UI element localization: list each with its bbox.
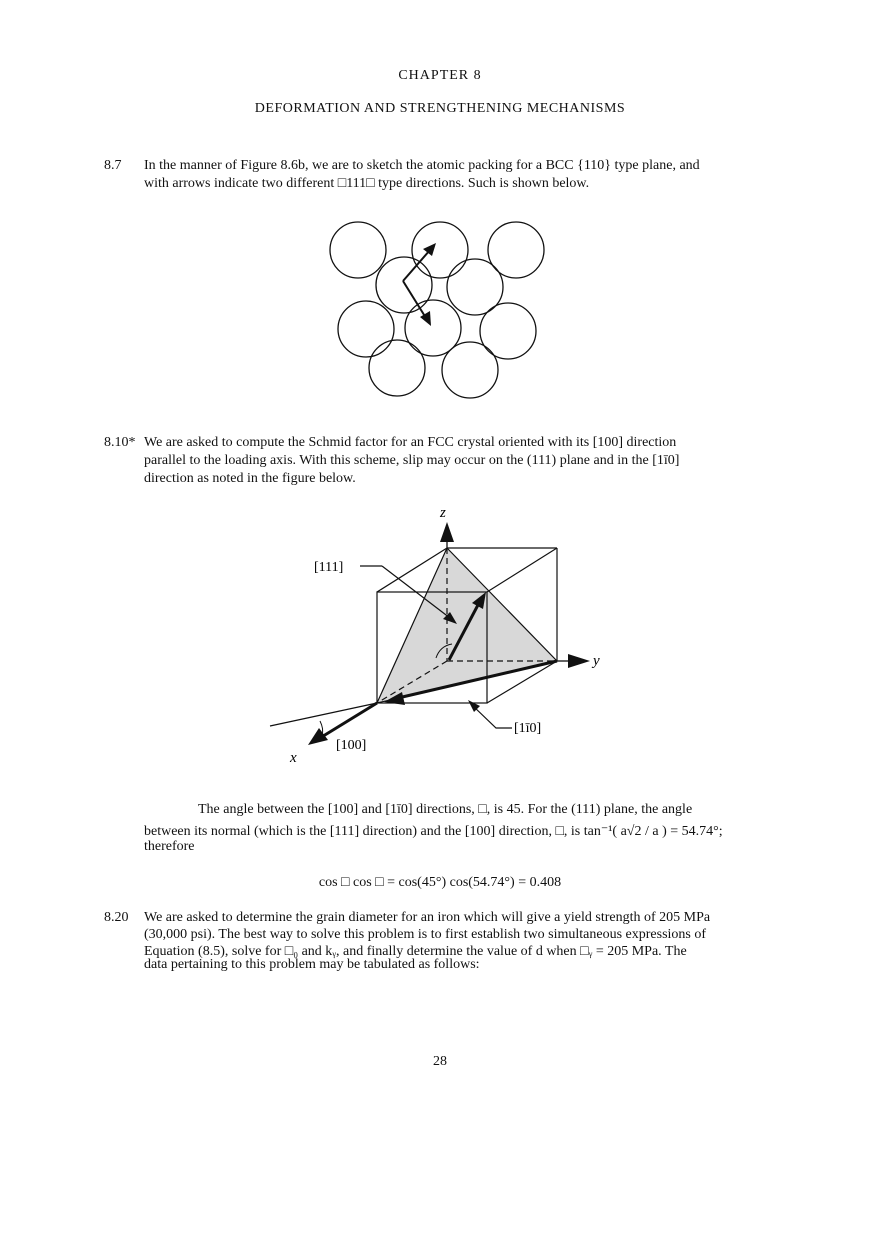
z-axis-arrowhead	[440, 522, 454, 542]
x-axis	[320, 703, 377, 738]
atom	[338, 301, 394, 357]
z-axis-label: z	[440, 505, 446, 521]
atom	[376, 257, 432, 313]
discussion-line: therefore	[144, 839, 195, 854]
atom	[369, 340, 425, 396]
discussion-line: The angle between the [100] and [1ī0] directions, □, is 45. For the (111) plane, the angle	[198, 802, 693, 817]
x-axis-label: x	[290, 750, 297, 766]
problem-text-line: Equation (8.5), solve for □₀ and kᵧ, and finally determine the value of d when □ᵧ = 205 MPa. The	[144, 944, 687, 959]
problem-text-line: In the manner of Figure 8.6b, we are to sketch the atomic packing for a BCC {110} type plane, and	[144, 158, 700, 173]
discussion-line: between its normal (which is the [111] direction) and the [100] direction, □, is tan⁻¹( a√2 / a ) = 54.74°;	[144, 824, 723, 839]
schmid-equation: cos □ cos □ = cos(45°) cos(54.74°) = 0.408	[318, 875, 562, 890]
problem-text-line: (30,000 psi). The best way to solve this problem is to first establish two simultaneous expressions of	[144, 927, 707, 942]
x-axis-arrowhead	[308, 728, 328, 745]
label-100: [100]	[336, 738, 367, 753]
problem-text-line: parallel to the loading axis. With this scheme, slip may occur on the (111) plane and in the [1ī0]	[144, 453, 680, 468]
fcc-schmid-figure	[250, 500, 620, 770]
page-number: 28	[433, 1054, 447, 1069]
problem-number: 8.10*	[104, 435, 136, 450]
problem-text-line: data pertaining to this problem may be tabulated as follows:	[144, 957, 480, 972]
atom	[330, 222, 386, 278]
label-1-10: [1ī0]	[514, 721, 542, 736]
problem-number: 8.7	[104, 158, 122, 173]
problem-text-line: We are asked to compute the Schmid factor for an FCC crystal oriented with its [100] direction	[144, 435, 677, 450]
y-axis-arrowhead	[568, 654, 590, 668]
problem-number: 8.20	[104, 910, 129, 925]
direction-arrow-shaft	[403, 250, 430, 281]
label-111: [111]	[314, 560, 344, 575]
chapter-heading: CHAPTER 8	[398, 68, 482, 83]
bcc-110-packing-figure	[320, 205, 560, 405]
problem-text-line: with arrows indicate two different □111□ type directions. Such is shown below.	[144, 176, 590, 191]
chapter-subtitle: DEFORMATION AND STRENGTHENING MECHANISMS	[254, 101, 626, 116]
problem-text-line: direction as noted in the figure below.	[144, 471, 356, 486]
atom	[480, 303, 536, 359]
y-axis-label: y	[593, 653, 600, 669]
atom	[412, 222, 468, 278]
arrowhead	[420, 311, 431, 326]
problem-text-line: We are asked to determine the grain diameter for an iron which will give a yield strength of 205 MPa	[144, 910, 711, 925]
atom	[442, 342, 498, 398]
arrowhead	[423, 243, 436, 256]
